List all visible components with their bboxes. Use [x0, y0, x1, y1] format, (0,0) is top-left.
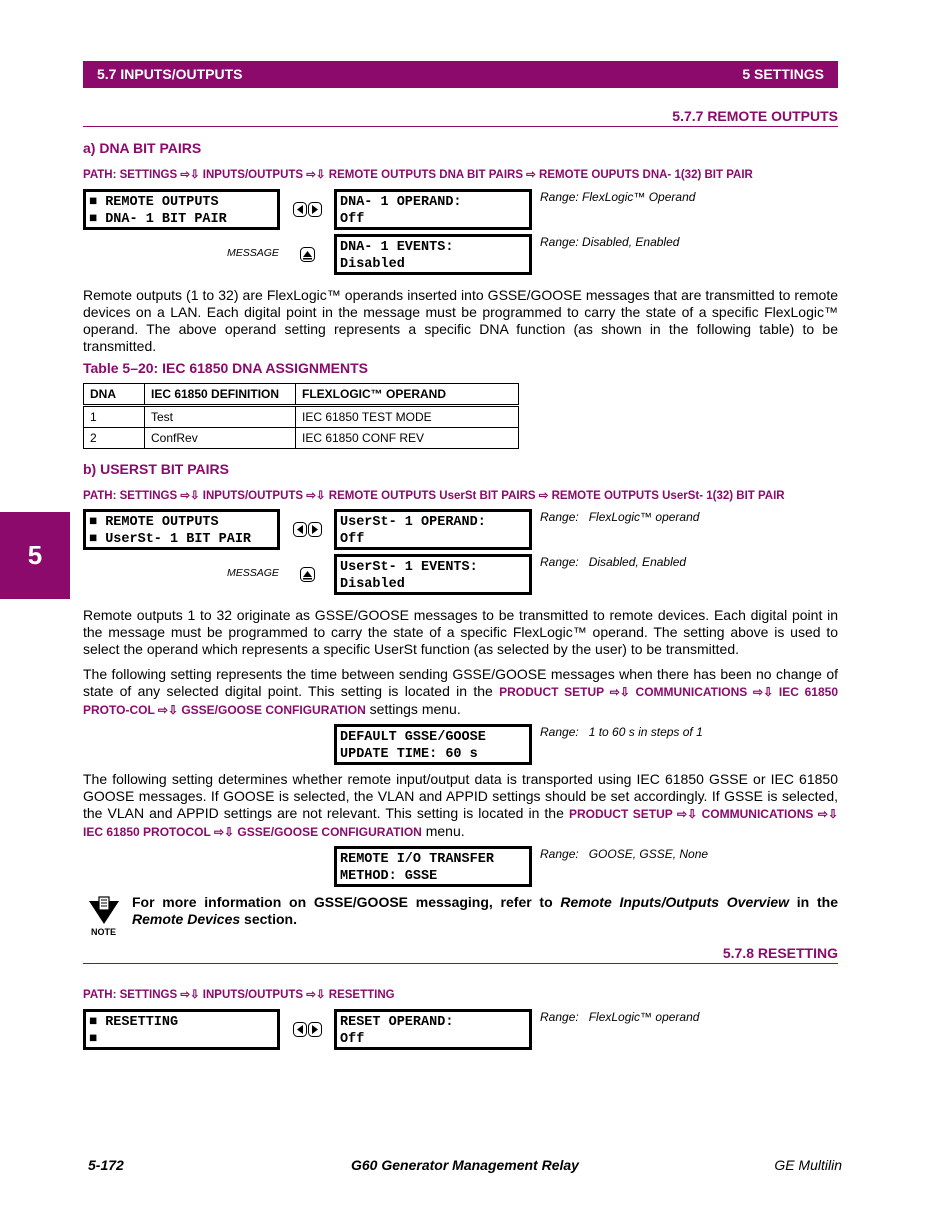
- userst-events-box[interactable]: [334, 554, 532, 595]
- menu-line: DNA- 1 EVENTS:: [340, 240, 454, 255]
- footer-brand: GE Multilin: [774, 1157, 842, 1173]
- dna-events-range: Range: Disabled, Enabled: [540, 235, 680, 249]
- left-right-arrows-icon[interactable]: [293, 1022, 322, 1037]
- menu-line: ■: [89, 1032, 98, 1047]
- footer-page-number: 5-172: [88, 1157, 124, 1173]
- menu-line: Off: [340, 212, 365, 227]
- userst-events-range: Range: Disabled, Enabled: [540, 555, 687, 569]
- update-time-range: Range: 1 to 60 s in steps of 1: [540, 725, 703, 739]
- menu-line: Disabled: [340, 577, 405, 592]
- menu-line: RESET OPERAND:: [340, 1015, 454, 1030]
- note-icon: [87, 896, 121, 926]
- message-label: MESSAGE: [227, 567, 279, 579]
- dna-table: [83, 383, 519, 449]
- menu-line: DEFAULT GSSE/GOOSE: [340, 730, 486, 745]
- menu-line: ■ REMOTE OUTPUTS: [89, 515, 219, 530]
- header-section: 5.7 INPUTS/OUTPUTS: [97, 66, 243, 82]
- table-cell: 1: [84, 406, 145, 428]
- header-chapter: 5 SETTINGS: [742, 66, 824, 82]
- note-segment: section.: [240, 911, 297, 927]
- menu-line: Off: [340, 532, 365, 547]
- table-cell: ConfRev: [145, 428, 296, 449]
- userst-heading: b) USERST BIT PAIRS: [83, 461, 229, 477]
- table-cell: IEC 61850 TEST MODE: [296, 406, 519, 428]
- transfer-method-box[interactable]: [334, 846, 532, 887]
- table-cell: 2: [84, 428, 145, 449]
- section-title-resetting: 5.7.8 RESETTING: [722, 945, 838, 961]
- dna-events-box[interactable]: [334, 234, 532, 275]
- dna-operand-range: Range: FlexLogic™ Operand: [540, 190, 696, 204]
- update-time-box[interactable]: [334, 724, 532, 765]
- chapter-tab: 5: [0, 512, 70, 599]
- note-label: NOTE: [91, 927, 117, 937]
- paragraph-text: The following setting determines whether remote input/output data is transported using IEC 61850 GSSE or IEC 61850 GOOSE messages. If GOOSE is selected, the VLAN and APPID settings should be set accordingly. If GSSE is selected, the VLAN and APPID settings are not relevant. This setting is located in the: [83, 771, 838, 821]
- paragraph-text: settings menu.: [365, 701, 461, 717]
- menu-line: REMOTE I/O TRANSFER: [340, 852, 494, 867]
- table-header-cell: FLEXLOGIC™ OPERAND: [296, 384, 519, 406]
- left-right-arrows-icon[interactable]: [293, 522, 322, 537]
- reset-operand-range: Range: FlexLogic™ operand: [540, 1010, 700, 1024]
- left-right-arrows-icon[interactable]: [293, 202, 322, 217]
- table-header-cell: DNA: [84, 384, 145, 406]
- menu-line: ■ DNA- 1 BIT PAIR: [89, 212, 227, 227]
- menu-line: ■ RESETTING: [89, 1015, 179, 1030]
- up-arrow-icon[interactable]: [300, 247, 315, 262]
- userst-operand-box[interactable]: [334, 509, 532, 550]
- menu-line: Off: [340, 1032, 365, 1047]
- paragraph-text: menu.: [421, 823, 465, 839]
- menu-line: ■ UserSt- 1 BIT PAIR: [89, 532, 252, 547]
- paragraph-userst: Remote outputs 1 to 32 originate as GSSE/GOOSE messages to be transmitted to remote devices. Each digital point in the message must be programmed to carry the state of a specific FlexLogic™ operand. The setting above is used to select the operand which represents a specific UserSt function (as selected by the user) to be transmitted.: [83, 607, 838, 657]
- note-reference: Remote Devices: [132, 911, 241, 927]
- resetting-path: PATH: SETTINGS ⇨⇩ INPUTS/OUTPUTS ⇨⇩ RESETTING: [83, 989, 395, 1001]
- note-reference: Remote Inputs/Outputs Overview: [560, 894, 790, 910]
- userst-menu-box[interactable]: [83, 509, 280, 550]
- note-segment: in the: [789, 894, 838, 910]
- dna-heading: a) DNA BIT PAIRS: [83, 140, 202, 156]
- menu-line: METHOD: GSSE: [340, 869, 438, 884]
- dna-operand-box[interactable]: [334, 189, 532, 230]
- table-row: [84, 428, 519, 449]
- paragraph-text: The following setting represents the time between sending GSSE/GOOSE messages when there has been no change of state of any selected digital point. This setting is located in the: [83, 666, 838, 699]
- section-rule: [83, 126, 838, 127]
- footer-title: G60 Generator Management Relay: [351, 1157, 579, 1173]
- paragraph-dna: Remote outputs (1 to 32) are FlexLogic™ operands inserted into GSSE/GOOSE messages that are transmitted to remote devices on a LAN. Each digital point in the message must be programmed to carry the state of a specific FlexLogic™ operand. The above operand setting represents a specific DNA function (as shown in the following table) to be transmitted.: [83, 287, 838, 354]
- table-row: [84, 406, 519, 428]
- table-title: Table 5–20: IEC 61850 DNA ASSIGNMENTS: [83, 360, 369, 376]
- section-rule: [83, 963, 838, 964]
- menu-line: ■ REMOTE OUTPUTS: [89, 195, 219, 210]
- note-segment: For more information on GSSE/GOOSE messaging, refer to: [132, 894, 561, 910]
- reset-operand-box[interactable]: [334, 1009, 532, 1050]
- dna-menu-box[interactable]: [83, 189, 280, 230]
- table-header-row: [84, 384, 519, 406]
- message-label: MESSAGE: [227, 247, 279, 259]
- paragraph-update-time: [83, 666, 838, 719]
- paragraph-transfer: [83, 771, 838, 841]
- menu-line: UPDATE TIME: 60 s: [340, 747, 478, 762]
- page-header-bar: [83, 61, 838, 88]
- menu-line: UserSt- 1 EVENTS:: [340, 560, 478, 575]
- userst-operand-range: Range: FlexLogic™ operand: [540, 510, 700, 524]
- up-arrow-icon[interactable]: [300, 567, 315, 582]
- menu-path-link[interactable]: PRODUCT SETUP ⇨⇩ COMMUNICATIONS ⇨⇩ IEC 61850 PROTOCOL ⇨⇩ GSSE/GOOSE CONFIGURATION: [83, 807, 838, 839]
- table-header-cell: IEC 61850 DEFINITION: [145, 384, 296, 406]
- menu-line: UserSt- 1 OPERAND:: [340, 515, 486, 530]
- table-cell: Test: [145, 406, 296, 428]
- transfer-method-range: Range: GOOSE, GSSE, None: [540, 847, 709, 861]
- section-title-remote-outputs: 5.7.7 REMOTE OUTPUTS: [672, 108, 838, 124]
- note-text: [132, 894, 838, 928]
- resetting-menu-box[interactable]: [83, 1009, 280, 1050]
- menu-path-link[interactable]: PRODUCT SETUP ⇨⇩ COMMUNICATIONS ⇨⇩ IEC 61850 PROTO-COL ⇨⇩ GSSE/GOOSE CONFIGURATION: [83, 685, 838, 717]
- table-cell: IEC 61850 CONF REV: [296, 428, 519, 449]
- menu-line: Disabled: [340, 257, 405, 272]
- dna-path: PATH: SETTINGS ⇨⇩ INPUTS/OUTPUTS ⇨⇩ REMOTE OUTPUTS DNA BIT PAIRS ⇨ REMOTE OUPUTS DNA- 1(32) BIT PAIR: [83, 169, 753, 181]
- menu-line: DNA- 1 OPERAND:: [340, 195, 462, 210]
- userst-path: PATH: SETTINGS ⇨⇩ INPUTS/OUTPUTS ⇨⇩ REMOTE OUTPUTS UserSt BIT PAIRS ⇨ REMOTE OUTPUTS UserSt- 1(32) BIT PAIR: [83, 490, 785, 502]
